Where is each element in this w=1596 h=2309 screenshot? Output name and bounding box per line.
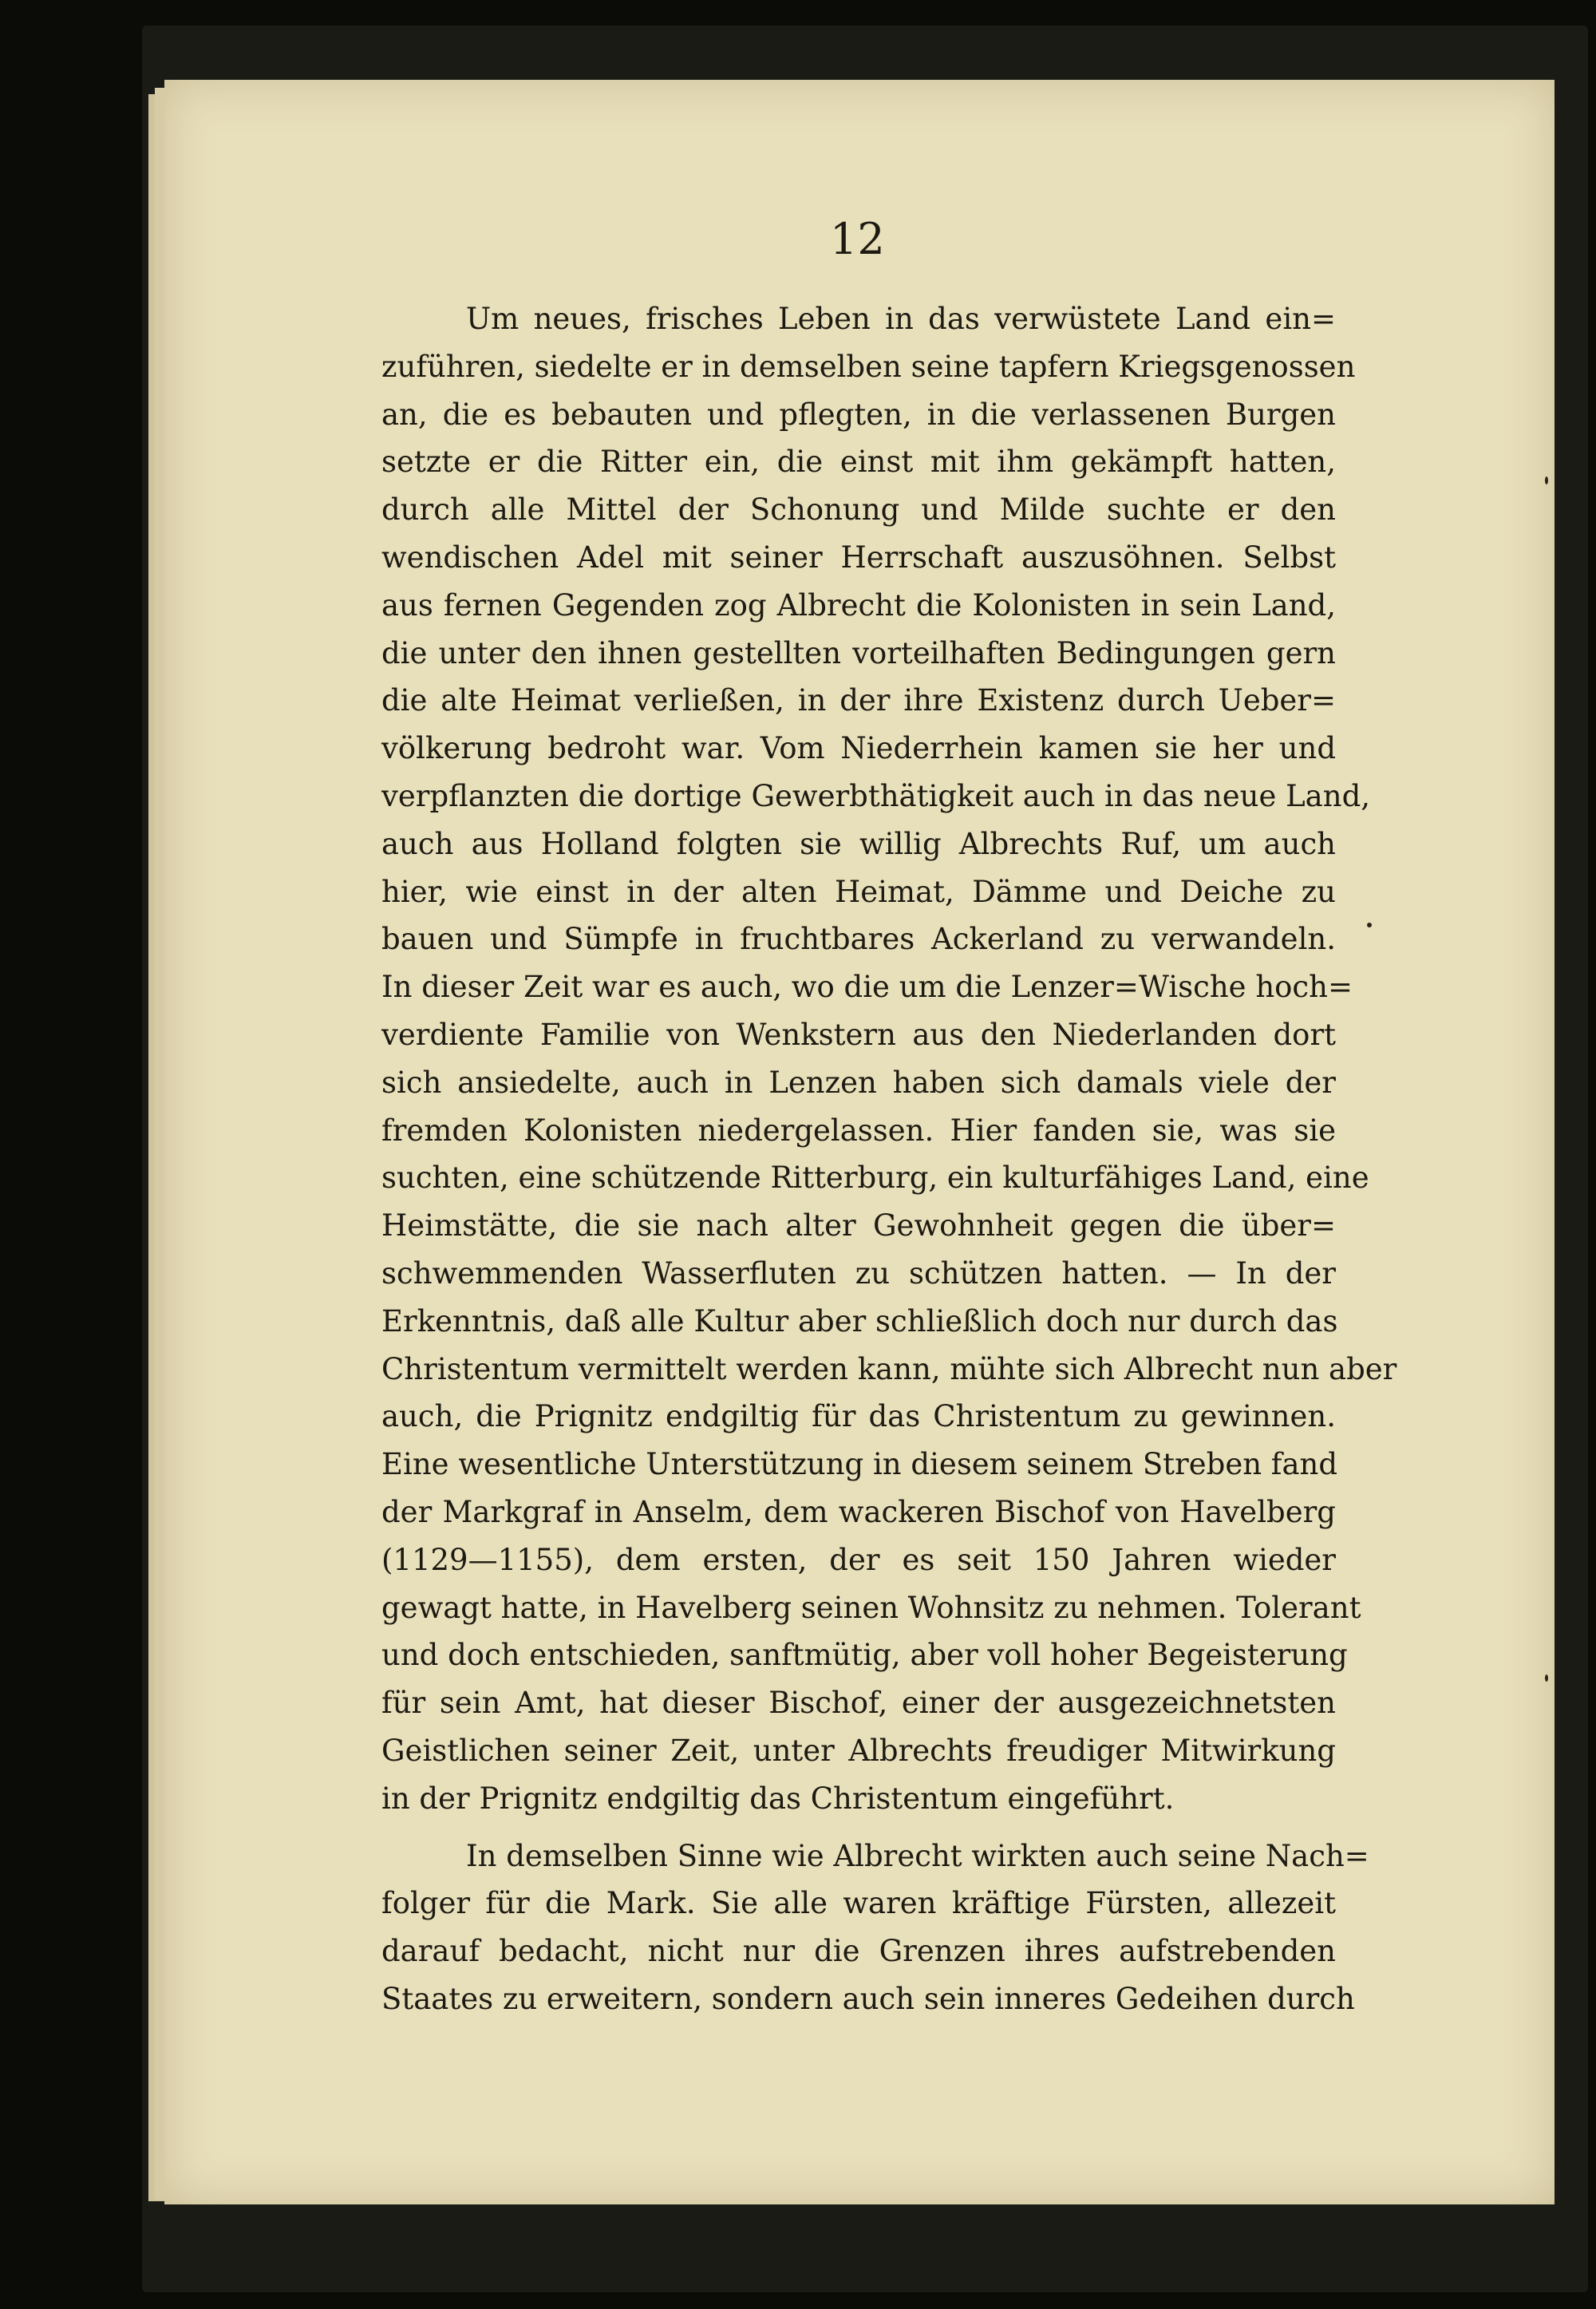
text-line: folger für die Mark. Sie alle waren kräftige Fürsten, allezeit: [381, 1886, 1336, 1921]
text-line: Eine wesentliche Unterstützung in diesem seinem Streben fand: [381, 1447, 1338, 1482]
text-line: Geistlichen seiner Zeit, unter Albrechts freudiger Mitwirkung: [381, 1733, 1336, 1768]
text-line: Staates zu erweitern, sondern auch sein inneres Gedeihen durch: [381, 1981, 1355, 2016]
text-line: verpflanzten die dortige Gewerbthätigkeit auch in das neue Land,: [381, 778, 1371, 813]
text-line: schwemmenden Wasserfluten zu schützen hatten. — In der: [381, 1255, 1336, 1291]
text-line: an, die es bebauten und pflegten, in die verlassenen Burgen: [381, 397, 1336, 432]
text-line: zuführen, siedelte er in demselben seine tapfern Kriegsgenossen: [381, 349, 1356, 384]
paragraph-gap: [381, 1823, 1336, 1833]
page-number: 12: [830, 214, 885, 264]
text-line: In dieser Zeit war es auch, wo die um die Lenzer=Wische hoch=: [381, 970, 1353, 1005]
paragraph-1: [381, 295, 1397, 1823]
text-line: Um neues, frisches Leben in das verwüstete Land ein=: [466, 302, 1336, 336]
text-line: hier, wie einst in der alten Heimat, Dämme und Deiche zu: [381, 874, 1336, 909]
text-line: Erkenntnis, daß alle Kultur aber schließlich doch nur durch das: [381, 1303, 1338, 1338]
text-line: und doch entschieden, sanftmütig, aber voll hoher Begeisterung: [381, 1638, 1348, 1673]
text-line: Christentum vermittelt werden kann, mühte sich Albrecht nun aber: [381, 1351, 1397, 1386]
text-line: (1129—1155), dem ersten, der es seit 150 Jahren wieder: [381, 1542, 1336, 1577]
ink-speck: [1367, 923, 1372, 927]
text-line: darauf bedacht, nicht nur die Grenzen ihres aufstrebenden: [381, 1934, 1336, 1969]
ink-speck: [1545, 1674, 1548, 1682]
ink-speck: [1545, 476, 1548, 484]
text-line: völkerung bedroht war. Vom Niederrhein kamen sie her und: [381, 731, 1336, 766]
text-line: auch aus Holland folgten sie willig Albrechts Ruf, um auch: [381, 826, 1336, 861]
text-line: setzte er die Ritter ein, die einst mit ihm gekämpft hatten,: [381, 445, 1336, 480]
text-line: durch alle Mittel der Schonung und Milde suchte er den: [381, 492, 1336, 528]
text-line: bauen und Sümpfe in fruchtbares Ackerland zu verwandeln.: [381, 922, 1336, 957]
text-line: die unter den ihnen gestellten vorteilhaften Bedingungen gern: [381, 635, 1336, 670]
text-line: auch, die Prignitz endgiltig für das Christentum zu gewinnen.: [381, 1399, 1336, 1434]
text-line: wendischen Adel mit seiner Herrschaft auszusöhnen. Selbst: [381, 540, 1336, 575]
text-line: für sein Amt, hat dieser Bischof, einer der ausgezeichnetsten: [381, 1686, 1336, 1721]
text-line: fremden Kolonisten niedergelassen. Hier fanden sie, was sie: [381, 1113, 1336, 1148]
text-line: sich ansiedelte, auch in Lenzen haben sich damals viele der: [381, 1065, 1336, 1100]
paragraph-2: [381, 1833, 1369, 2023]
text-line: Heimstätte, die sie nach alter Gewohnheit gegen die über=: [381, 1208, 1336, 1243]
body-text: [381, 295, 1397, 2023]
text-line: der Markgraf in Anselm, dem wackeren Bischof von Havelberg: [381, 1494, 1336, 1529]
text-line: aus fernen Gegenden zog Albrecht die Kolonisten in sein Land,: [381, 587, 1336, 623]
text-line: die alte Heimat verließen, in der ihre Existenz durch Ueber=: [381, 683, 1336, 718]
text-line: suchten, eine schützende Ritterburg, ein kulturfähiges Land, eine: [381, 1160, 1369, 1196]
text-line: verdiente Familie von Wenkstern aus den Niederlanden dort: [381, 1017, 1336, 1052]
text-line: in der Prignitz endgiltig das Christentum eingeführt.: [381, 1781, 1175, 1816]
text-line: In demselben Sinne wie Albrecht wirkten auch seine Nach=: [466, 1838, 1369, 1873]
text-line: gewagt hatte, in Havelberg seinen Wohnsitz zu nehmen. Tolerant: [381, 1590, 1361, 1625]
